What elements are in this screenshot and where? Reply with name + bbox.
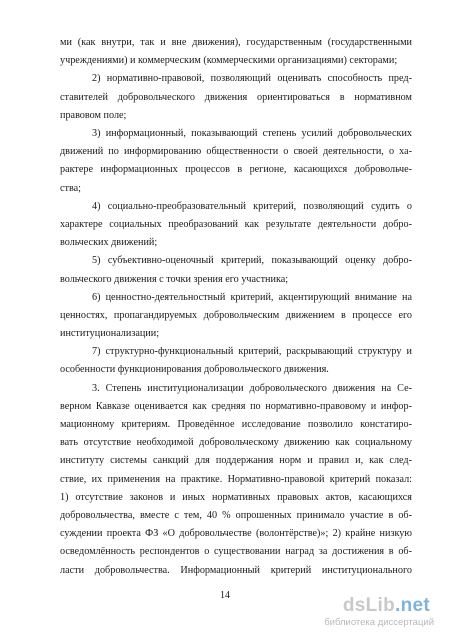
text-line: мационному критериям. Проведённое исследование позволило констатиро- [60,419,412,431]
text-line: суждении проекта ФЗ «О добровольчестве (волонтёрстве)»; 2) крайне низкую [60,528,412,540]
watermark-subtitle: библиотека диссертаций [324,617,434,628]
text-line: осведомлённость респондентов о существовании наград за достижения в об- [60,546,412,558]
watermark-logo-part2: .net [395,595,430,616]
body-text [60,34,412,580]
text-line: 7) структурно-функциональный критерий, раскрывающий структуру и [92,346,412,358]
text-line: институционализации; [60,328,160,340]
text-line: особенности функционирования добровольческого движения. [60,364,329,376]
text-line: ценностях, пропагандируемых добровольческим движением в процессе его [60,309,412,321]
page-number: 14 [220,590,230,601]
text-line: верном Кавказе оценивается как средняя по нормативно-правовому и инфор- [60,400,412,412]
text-line: правовом поле; [60,109,127,121]
text-line: вольческого движения с точки зрения его участника; [60,273,289,285]
text-line: 1) отсутствие законов и иных нормативных правовых актов, касающихся [60,491,412,503]
text-line: ствие, их применения на практике. Нормативно-правовой критерий показал: [60,473,412,485]
watermark-logo-part1: dsLib [342,595,396,616]
text-line: ми (как внутри, так и вне движения), государственным (государственными [60,37,412,48]
text-line: движений по информированию общественности о своей деятельности, о ха- [60,146,412,158]
text-line: институту системы санкций для поддержания норм и правил и, как след- [60,455,412,467]
text-line: 2) нормативно-правовой, позволяющий оценивать способность пред- [92,73,412,85]
text-line: 5) субъективно-оценочный критерий, показывающий оценку добро- [92,255,412,267]
text-line: рактере информационных процессов в регионе, касающихся добровольче- [60,164,412,176]
text-line: 6) ценностно-деятельностный критерий, акцентирующий внимание на [92,291,412,303]
text-line: ства; [60,182,82,194]
text-line: ставителей добровольческого движения ориентироваться в нормативном [60,91,412,103]
text-line: учреждениями) и коммерческим (коммерческими организациями) секторами; [60,55,398,67]
text-line: 3) информационный, показывающий степень усилий добровольческих [92,127,412,139]
text-line: 4) социально-преобразовательный критерий, позволяющий судить о [92,200,412,212]
text-line: 3. Степень институционализации добровольческого движения на Се- [92,382,412,394]
watermark [290,595,440,629]
watermark-logo [343,595,430,617]
text-line: ласти добровольчества. Информационный критерий институционального [60,564,412,576]
text-line: вать отсутствие необходимой добровольческому движению как социальному [60,437,412,449]
text-line: вольческих движений; [60,237,158,249]
text-line: добровольчества, вместе с тем, 40 % опрошенных принимало участие в об- [60,509,412,521]
text-line: характере социальных преобразований как результате деятельности добро- [60,218,412,230]
